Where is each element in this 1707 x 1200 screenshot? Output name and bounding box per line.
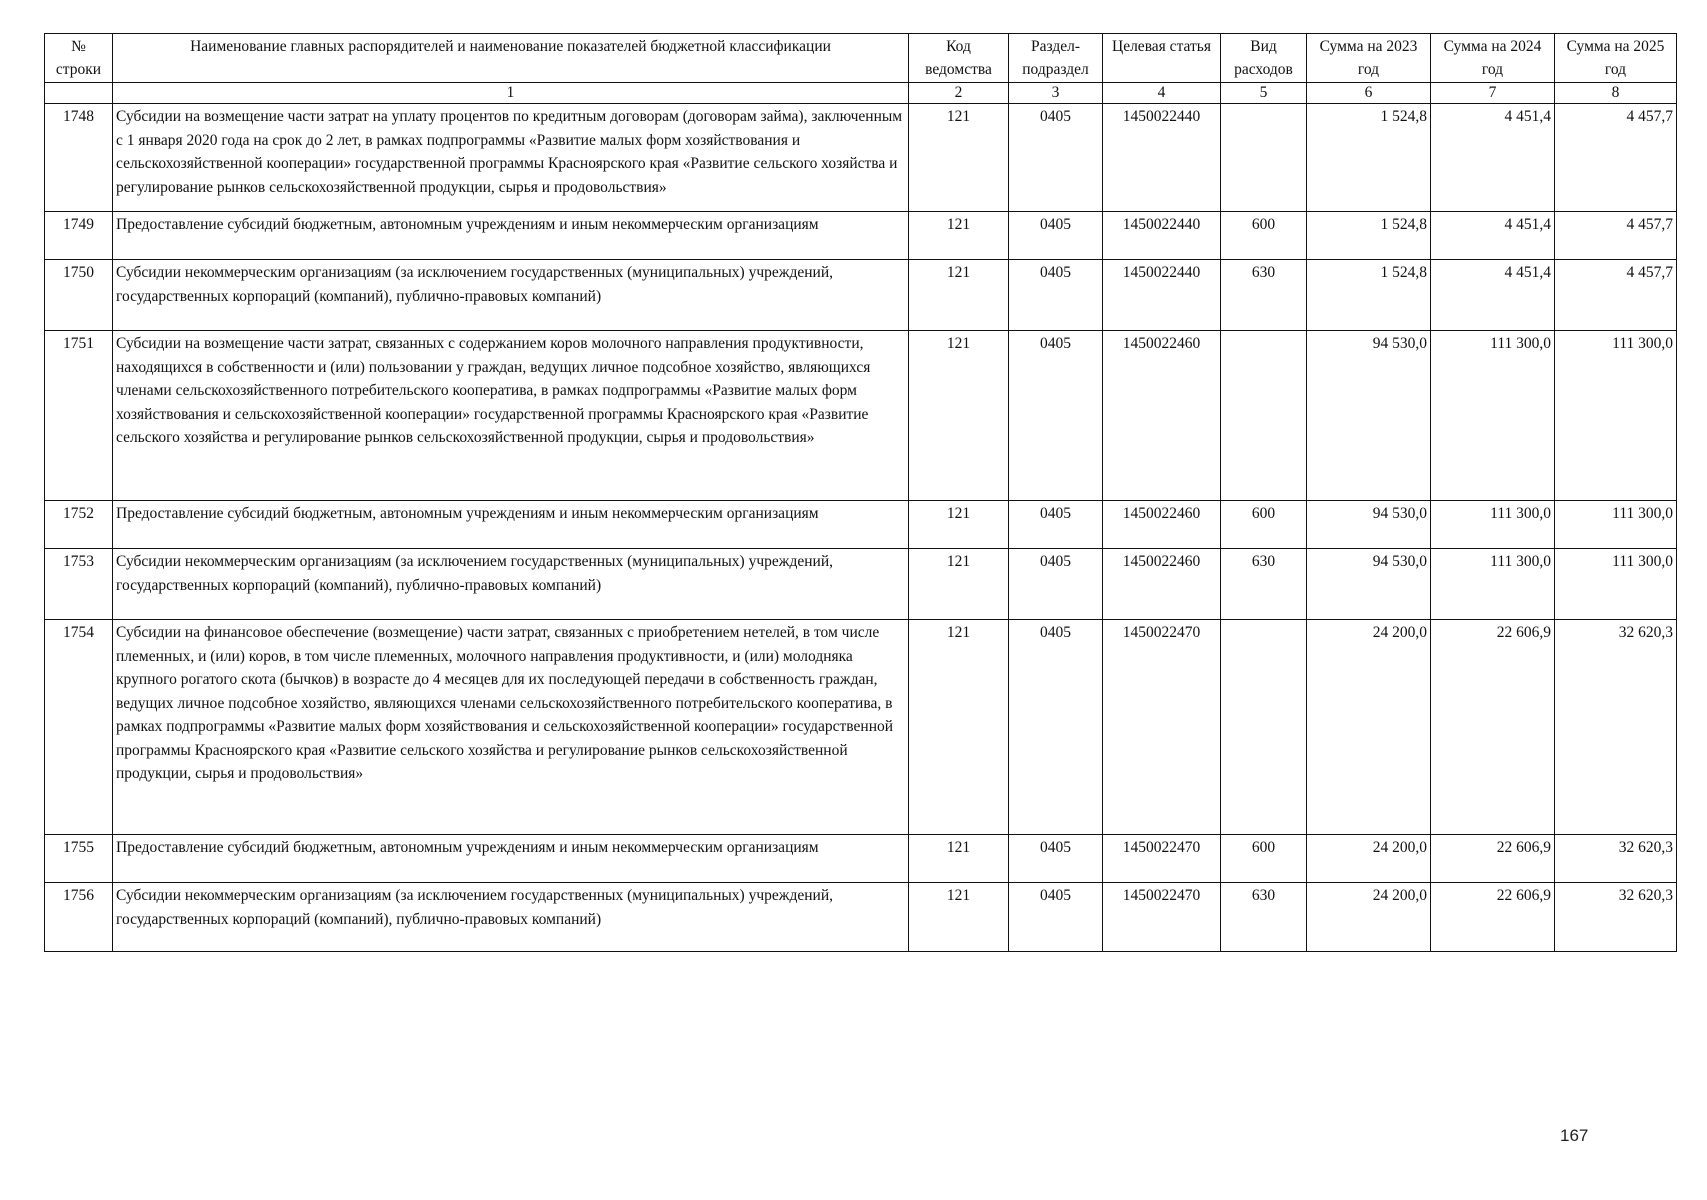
row-name: Предоставление субсидий бюджетным, автономным учреждениям и иным некоммерческим организациям xyxy=(113,835,909,883)
row-section: 0405 xyxy=(1009,501,1103,549)
row-sum-2023: 24 200,0 xyxy=(1307,835,1431,883)
row-expense-type: 600 xyxy=(1221,212,1307,260)
row-sum-2023: 1 524,8 xyxy=(1307,212,1431,260)
row-sum-2024: 111 300,0 xyxy=(1431,501,1555,549)
row-sum-2025: 111 300,0 xyxy=(1555,501,1677,549)
col-header-target-article: Целевая статья xyxy=(1103,34,1221,83)
row-expense-type xyxy=(1221,104,1307,212)
col-number-4: 4 xyxy=(1103,83,1221,104)
col-header-expense-type: Вид расходов xyxy=(1221,34,1307,83)
row-sum-2024: 22 606,9 xyxy=(1431,835,1555,883)
row-number: 1749 xyxy=(45,212,113,260)
row-department-code: 121 xyxy=(909,331,1009,501)
row-sum-2024: 4 451,4 xyxy=(1431,212,1555,260)
row-department-code: 121 xyxy=(909,883,1009,952)
row-sum-2024: 22 606,9 xyxy=(1431,883,1555,952)
row-sum-2023: 24 200,0 xyxy=(1307,620,1431,835)
row-sum-2025: 111 300,0 xyxy=(1555,549,1677,620)
budget-table xyxy=(44,33,1677,952)
row-target-article: 1450022470 xyxy=(1103,883,1221,952)
table-row xyxy=(45,331,1677,501)
row-department-code: 121 xyxy=(909,501,1009,549)
row-target-article: 1450022460 xyxy=(1103,501,1221,549)
row-section: 0405 xyxy=(1009,620,1103,835)
row-name: Предоставление субсидий бюджетным, автономным учреждениям и иным некоммерческим организациям xyxy=(113,212,909,260)
row-name: Субсидии на возмещение части затрат, связанных с содержанием коров молочного направления продуктивности, находящихся в собственности и (или) пользовании у граждан, ведущих личное подсобное хозяйство, являющихся членами сельскохозяйственного потребительского кооператива, в рамках подпрограммы «Развитие малых форм хозяйствования и сельскохозяйственной кооперации» государственной программы Красноярского края «Развитие сельского хозяйства и регулирование рынков сельскохозяйственной продукции, сырья и продовольствия» xyxy=(113,331,909,501)
table-row xyxy=(45,883,1677,952)
row-target-article: 1450022460 xyxy=(1103,331,1221,501)
col-number-3: 3 xyxy=(1009,83,1103,104)
table-row xyxy=(45,212,1677,260)
row-number: 1752 xyxy=(45,501,113,549)
table-row xyxy=(45,620,1677,835)
col-number-2: 2 xyxy=(909,83,1009,104)
row-target-article: 1450022440 xyxy=(1103,104,1221,212)
row-department-code: 121 xyxy=(909,212,1009,260)
row-section: 0405 xyxy=(1009,212,1103,260)
row-sum-2025: 4 457,7 xyxy=(1555,104,1677,212)
col-header-department-code: Код ведомства xyxy=(909,34,1009,83)
row-target-article: 1450022470 xyxy=(1103,620,1221,835)
col-number-0 xyxy=(45,83,113,104)
row-expense-type: 600 xyxy=(1221,835,1307,883)
page-number: 167 xyxy=(1560,1126,1589,1145)
col-number-5: 5 xyxy=(1221,83,1307,104)
row-section: 0405 xyxy=(1009,331,1103,501)
row-expense-type: 600 xyxy=(1221,501,1307,549)
row-name: Субсидии на возмещение части затрат на уплату процентов по кредитным договорам (договорам займа), заключенным с 1 января 2020 года на срок до 2 лет, в рамках подпрограммы «Развитие малых форм хозяйствования и сельскохозяйственной кооперации» государственной программы Красноярского края «Развитие сельского хозяйства и регулирование рынков сельскохозяйственной продукции, сырья и продовольствия» xyxy=(113,104,909,212)
header-row xyxy=(45,34,1677,83)
row-department-code: 121 xyxy=(909,260,1009,331)
row-sum-2025: 32 620,3 xyxy=(1555,883,1677,952)
row-department-code: 121 xyxy=(909,104,1009,212)
table-row xyxy=(45,501,1677,549)
row-sum-2024: 111 300,0 xyxy=(1431,549,1555,620)
row-target-article: 1450022460 xyxy=(1103,549,1221,620)
column-number-row xyxy=(45,83,1677,104)
row-name: Субсидии некоммерческим организациям (за исключением государственных (муниципальных) учреждений, государственных корпораций (компаний), публично-правовых компаний) xyxy=(113,883,909,952)
row-department-code: 121 xyxy=(909,620,1009,835)
row-expense-type: 630 xyxy=(1221,260,1307,331)
col-number-7: 7 xyxy=(1431,83,1555,104)
col-number-6: 6 xyxy=(1307,83,1431,104)
row-sum-2023: 94 530,0 xyxy=(1307,331,1431,501)
budget-sheet xyxy=(44,33,1676,952)
row-sum-2024: 22 606,9 xyxy=(1431,620,1555,835)
row-section: 0405 xyxy=(1009,260,1103,331)
row-sum-2025: 111 300,0 xyxy=(1555,331,1677,501)
col-number-1: 1 xyxy=(113,83,909,104)
row-sum-2023: 1 524,8 xyxy=(1307,104,1431,212)
table-row xyxy=(45,260,1677,331)
col-header-row-number: № строки xyxy=(45,34,113,83)
table-row xyxy=(45,104,1677,212)
row-sum-2024: 111 300,0 xyxy=(1431,331,1555,501)
row-sum-2023: 94 530,0 xyxy=(1307,501,1431,549)
row-number: 1750 xyxy=(45,260,113,331)
row-expense-type xyxy=(1221,331,1307,501)
row-sum-2025: 32 620,3 xyxy=(1555,835,1677,883)
col-number-8: 8 xyxy=(1555,83,1677,104)
row-name: Предоставление субсидий бюджетным, автономным учреждениям и иным некоммерческим организациям xyxy=(113,501,909,549)
col-header-sum-2023: Сумма на 2023 год xyxy=(1307,34,1431,83)
row-name: Субсидии некоммерческим организациям (за исключением государственных (муниципальных) учреждений, государственных корпораций (компаний), публично-правовых компаний) xyxy=(113,260,909,331)
row-department-code: 121 xyxy=(909,549,1009,620)
row-number: 1751 xyxy=(45,331,113,501)
row-sum-2023: 24 200,0 xyxy=(1307,883,1431,952)
row-section: 0405 xyxy=(1009,883,1103,952)
row-section: 0405 xyxy=(1009,835,1103,883)
row-sum-2024: 4 451,4 xyxy=(1431,260,1555,331)
row-section: 0405 xyxy=(1009,104,1103,212)
row-number: 1755 xyxy=(45,835,113,883)
col-header-sum-2024: Сумма на 2024 год xyxy=(1431,34,1555,83)
row-target-article: 1450022440 xyxy=(1103,212,1221,260)
col-header-name: Наименование главных распорядителей и наименование показателей бюджетной классификации xyxy=(113,34,909,83)
table-row xyxy=(45,835,1677,883)
row-sum-2025: 4 457,7 xyxy=(1555,212,1677,260)
table-row xyxy=(45,549,1677,620)
row-sum-2025: 4 457,7 xyxy=(1555,260,1677,331)
row-target-article: 1450022440 xyxy=(1103,260,1221,331)
row-number: 1748 xyxy=(45,104,113,212)
row-number: 1754 xyxy=(45,620,113,835)
row-number: 1756 xyxy=(45,883,113,952)
row-target-article: 1450022470 xyxy=(1103,835,1221,883)
row-expense-type xyxy=(1221,620,1307,835)
row-expense-type: 630 xyxy=(1221,549,1307,620)
row-expense-type: 630 xyxy=(1221,883,1307,952)
row-sum-2024: 4 451,4 xyxy=(1431,104,1555,212)
row-name: Субсидии некоммерческим организациям (за исключением государственных (муниципальных) учреждений, государственных корпораций (компаний), публично-правовых компаний) xyxy=(113,549,909,620)
col-header-section: Раздел-подраздел xyxy=(1009,34,1103,83)
row-sum-2023: 94 530,0 xyxy=(1307,549,1431,620)
row-sum-2025: 32 620,3 xyxy=(1555,620,1677,835)
row-number: 1753 xyxy=(45,549,113,620)
row-sum-2023: 1 524,8 xyxy=(1307,260,1431,331)
row-department-code: 121 xyxy=(909,835,1009,883)
col-header-sum-2025: Сумма на 2025 год xyxy=(1555,34,1677,83)
row-section: 0405 xyxy=(1009,549,1103,620)
row-name: Субсидии на финансовое обеспечение (возмещение) части затрат, связанных с приобретением нетелей, в том числе племенных, и (или) коров, в том числе племенных, молочного направления продуктивности, и (или) молодняка крупного рогатого скота (бычков) в возрасте до 4 месяцев для их последующей передачи в собственность граждан, ведущих личное подсобное хозяйство, являющихся членами сельскохозяйственного потребительского кооператива, в рамках подпрограммы «Развитие малых форм хозяйствования и сельскохозяйственной кооперации» государственной программы Красноярского края «Развитие сельского хозяйства и регулирование рынков сельскохозяйственной продукции, сырья и продовольствия» xyxy=(113,620,909,835)
